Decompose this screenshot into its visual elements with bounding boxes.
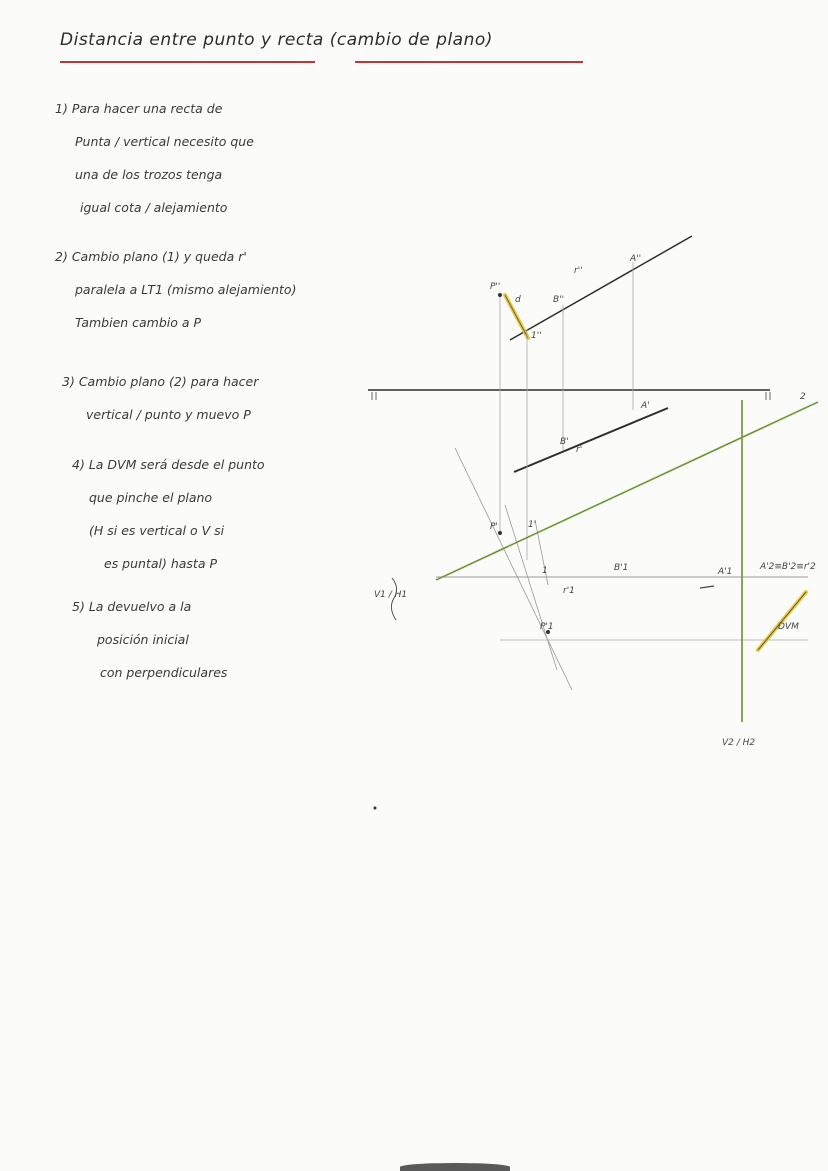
step-line: La devuelvo a la bbox=[88, 599, 192, 614]
label-lt-one: 1 bbox=[542, 566, 548, 576]
step-line: Punta / vertical necesito que bbox=[75, 134, 254, 149]
label-v1h1: V1 / H1 bbox=[374, 590, 408, 600]
step-line: (H si es vertical o V si bbox=[89, 523, 225, 538]
step-number: 4) bbox=[72, 457, 85, 472]
point-p-single bbox=[498, 531, 502, 535]
label-lt-two: 2 bbox=[800, 392, 806, 402]
label-a-double: A'' bbox=[630, 254, 642, 264]
line-r1 bbox=[436, 402, 818, 580]
step-line: con perpendiculares bbox=[100, 665, 228, 680]
step-number: 3) bbox=[62, 374, 75, 389]
label-a2b2: A'2≡B'2≡r'2 bbox=[760, 562, 816, 572]
step-line: que pinche el plano bbox=[89, 490, 213, 505]
step-line: una de los trozos tenga bbox=[75, 167, 223, 182]
label-r1: r'1 bbox=[563, 586, 575, 596]
label-d: d bbox=[515, 295, 521, 305]
label-one-single: 1' bbox=[528, 520, 537, 530]
step-line: La DVM será desde el punto bbox=[88, 457, 265, 472]
step-line: posición inicial bbox=[97, 632, 189, 647]
label-a1: A'1 bbox=[718, 567, 733, 577]
step-line: Cambio plano (1) y queda r' bbox=[71, 249, 247, 264]
step-number: 2) bbox=[55, 249, 68, 264]
label-p-double: P'' bbox=[490, 282, 501, 292]
page-title: Distancia entre punto y recta (cambio de plano) bbox=[60, 30, 493, 50]
stray-dot bbox=[374, 807, 377, 810]
label-b-single: B' bbox=[560, 437, 569, 447]
label-a-single: A' bbox=[641, 401, 650, 411]
label-p-single: P' bbox=[490, 522, 498, 532]
label-r-single: r' bbox=[576, 445, 583, 455]
step-line: Cambio plano (2) para hacer bbox=[78, 374, 259, 389]
step-line: Para hacer una recta de bbox=[71, 101, 223, 116]
step-line: igual cota / alejamiento bbox=[80, 200, 228, 215]
perpendicular-p bbox=[455, 448, 572, 690]
label-one-double: 1'' bbox=[531, 331, 542, 341]
point-p-double bbox=[498, 293, 502, 297]
dvm-segment bbox=[758, 592, 806, 650]
step-number: 5) bbox=[72, 599, 85, 614]
label-v2h2: V2 / H2 bbox=[722, 738, 756, 748]
step-line: vertical / punto y muevo P bbox=[86, 407, 251, 422]
line-r-prime bbox=[514, 408, 668, 472]
point-mark-a1 bbox=[700, 586, 714, 588]
step-number: 1) bbox=[55, 101, 68, 116]
step-line: es puntal) hasta P bbox=[104, 556, 218, 571]
label-dvm: DVM bbox=[778, 622, 799, 632]
label-p1: P'1 bbox=[540, 622, 554, 632]
label-b-double: B'' bbox=[553, 295, 565, 305]
page-edge-shadow bbox=[400, 1163, 510, 1171]
line-r-double-prime bbox=[510, 236, 692, 340]
step-line: Tambien cambio a P bbox=[75, 315, 202, 330]
label-b1: B'1 bbox=[614, 563, 629, 573]
label-r-double: r'' bbox=[574, 266, 583, 276]
step-line: paralela a LT1 (mismo alejamiento) bbox=[75, 282, 297, 297]
